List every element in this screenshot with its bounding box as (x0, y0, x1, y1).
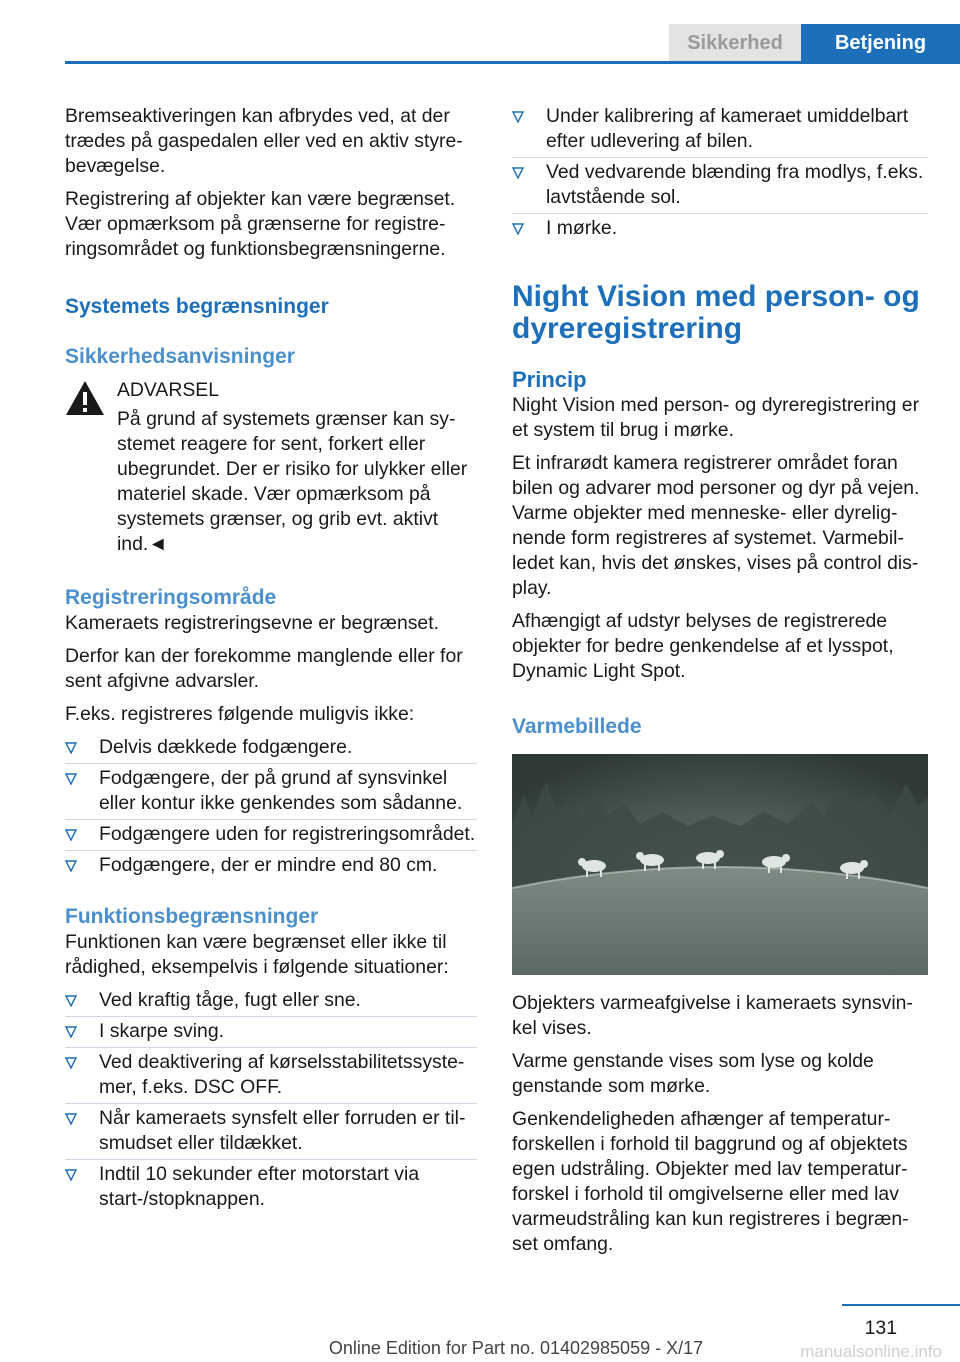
subsection-heading: Registreringsområde (65, 586, 277, 609)
warning-title: ADVARSEL (65, 378, 477, 403)
list-item: Fodgængere, der på grund af synsvinkel eller kontur ikke genkendes som sådanne. (65, 766, 477, 816)
paragraph: Kameraets registreringsevne er begrænset. (65, 612, 439, 634)
list-item: Under kalibrering af kameraet umiddelbart efter udlevering af bilen. (512, 104, 928, 154)
list-item: Ved deaktivering af kørselsstabilitetssystemer, f.eks. DSC OFF. (65, 1050, 477, 1100)
list-item: Delvis dækkede fodgængere. (65, 735, 477, 760)
bullet-list (65, 988, 477, 1212)
paragraph: Bremseaktiveringen kan afbrydes ved, at der trædes på gaspedalen eller ved en aktiv styrebevægelse. (65, 105, 463, 177)
bullet-triangle-icon (512, 167, 524, 179)
bullet-list (65, 735, 477, 878)
list-item: I skarpe sving. (65, 1019, 477, 1044)
page-number: 131 (864, 1317, 897, 1339)
paragraph: Night Vision med person- og dyreregistrering er et system til brug i mørke. (512, 394, 920, 441)
warning-triangle-icon (65, 380, 105, 416)
paragraph: Registrering af objekter kan være begrænset. Vær opmærksom på grænserne for registreringsområdet og funktionsbegrænsningerne. (65, 188, 456, 260)
watermark: manualsonline.info (800, 1342, 942, 1361)
subsection-heading: Sikkerhedsanvisninger (65, 345, 295, 368)
bullet-triangle-icon (65, 995, 77, 1007)
paragraph: Afhængigt af udstyr belyses de registrerede objekter for bedre genkendelse af et lysspot, Dynamic Light Spot. (512, 610, 894, 682)
bullet-triangle-icon (512, 223, 524, 235)
left-column (65, 104, 477, 1218)
warning-text: På grund af systemets grænser kan systemet reagere for sent, forkert eller ubegrundet. Der er risiko for ulykker eller materiel skade. Vær opmærksom på systemets grænser, og grib evt. aktivt ind.◄ (117, 408, 468, 555)
page-footer (0, 1300, 960, 1360)
bullet-triangle-icon (65, 829, 77, 841)
bullet-list (512, 104, 928, 241)
header-bar (65, 0, 960, 62)
subsection-heading: Funktionsbegrænsninger (65, 905, 319, 928)
bullet-triangle-icon (65, 742, 77, 754)
section-heading: Systemets begrænsninger (65, 295, 329, 318)
paragraph: Derfor kan der forekomme manglende eller for sent afgivne advarsler. (65, 645, 463, 692)
tab-sikkerhed[interactable]: Sikkerhed (669, 24, 801, 62)
bullet-triangle-icon (512, 111, 524, 123)
header-rule (65, 61, 960, 64)
paragraph: Varme genstande vises som lyse og kolde genstande som mørke. (512, 1050, 874, 1097)
list-item: Ved vedvarende blænding fra modlys, f.eks. lavtstående sol. (512, 160, 928, 210)
paragraph: Genkendeligheden afhænger af temperaturforskellen i forhold til baggrund og af objektets egen udstråling. Objekter med lav temperaturforskel i forhold til omgivelserne eller med lav varmeudstråling kan kun registreres i begrænset omfang. (512, 1108, 909, 1255)
list-item: I mørke. (512, 216, 928, 241)
footer-rule (842, 1304, 960, 1306)
list-item: Fodgængere, der er mindre end 80 cm. (65, 853, 477, 878)
list-item: Fodgængere uden for registreringsområdet. (65, 822, 477, 847)
paragraph: Funktionen kan være begrænset eller ikke til rådighed, eksempelvis i følgende situationer: (65, 931, 449, 978)
list-item: Ved kraftig tåge, fugt eller sne. (65, 988, 477, 1013)
right-column (512, 104, 928, 1265)
edition-text: Online Edition for Part no. 01402985059 - X/17 (328, 1338, 704, 1358)
paragraph: Objekters varmeafgivelse i kameraets synsvinkel vises. (512, 992, 913, 1039)
bullet-triangle-icon (65, 773, 77, 785)
section-heading: Princip (512, 367, 587, 392)
bullet-triangle-icon (65, 1113, 77, 1125)
subsection-heading: Varmebillede (512, 715, 642, 738)
bullet-triangle-icon (65, 860, 77, 872)
bullet-triangle-icon (65, 1057, 77, 1069)
chapter-heading: Night Vision med person- og dyreregistrering (512, 280, 920, 345)
bullet-triangle-icon (65, 1026, 77, 1038)
list-item: Når kameraets synsfelt eller forruden er tilsmudset eller tildækket. (65, 1106, 477, 1156)
paragraph: Et infrarødt kamera registrerer området foran bilen og advarer mod personer og dyr på vejen. Varme objekter med menneske- eller dyrelignende form registreres af systemet. Varmebilledet kan, hvis det ønskes, vises på control display. (512, 452, 920, 599)
bullet-triangle-icon (65, 1169, 77, 1181)
thermal-image-figure (512, 754, 928, 975)
list-item: Indtil 10 sekunder efter motorstart via start-/stopknappen. (65, 1162, 477, 1212)
tab-betjening[interactable]: Betjening (801, 24, 960, 62)
paragraph: F.eks. registreres følgende muligvis ikke: (65, 703, 415, 725)
